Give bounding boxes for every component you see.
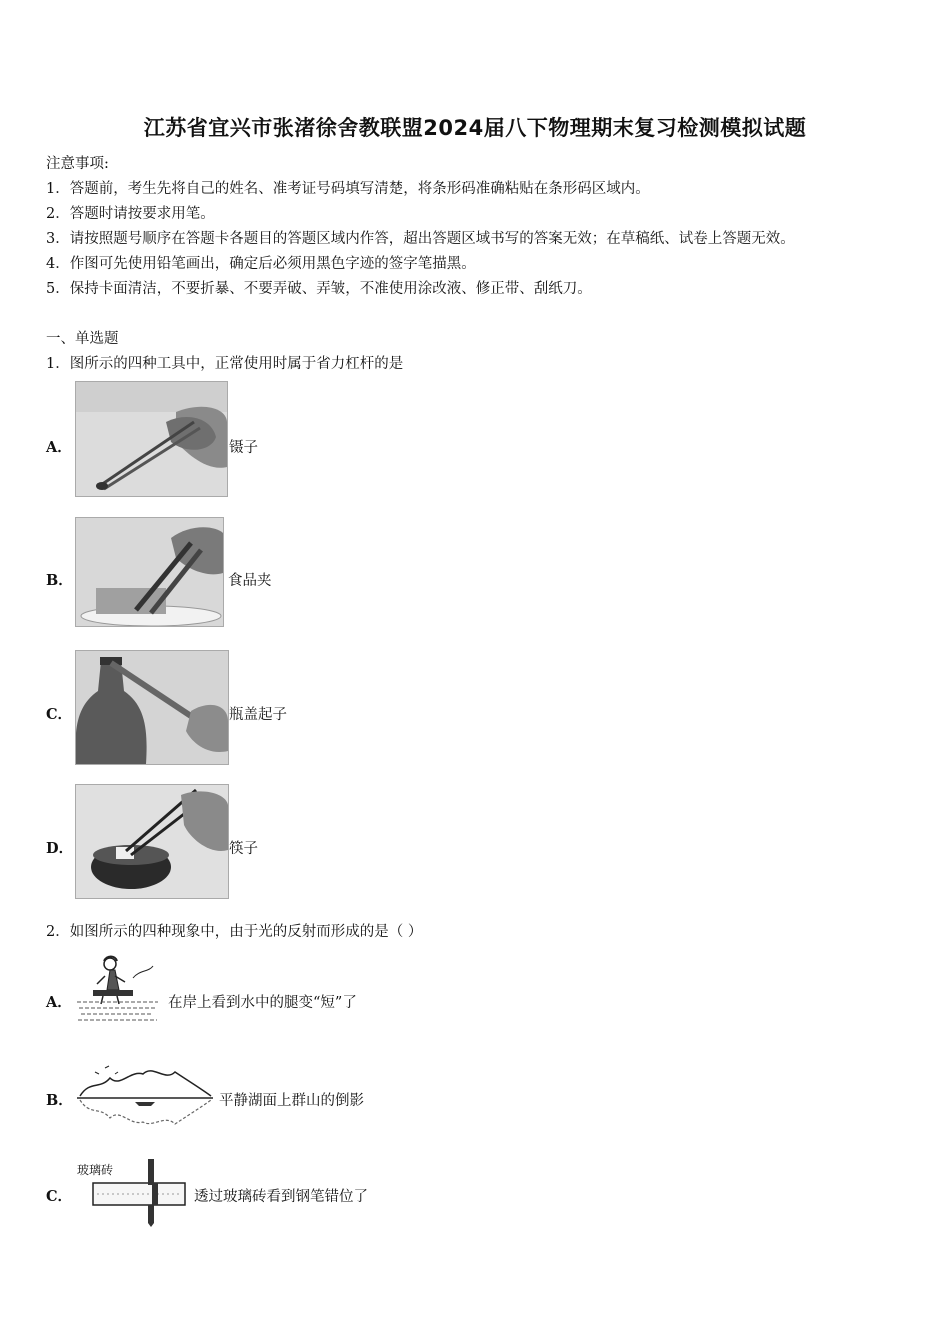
notice-item-5: 5．保持卡面清洁，不要折暴、不要弄破、弄皱，不准使用涂改液、修正带、刮纸刀。: [46, 281, 592, 297]
page-title: 江苏省宜兴市张渚徐舍教联盟2024届八下物理期末复习检测模拟试题: [143, 116, 807, 140]
q1-option-b-letter: B．: [46, 572, 73, 589]
q1-option-b-text: 食品夹: [228, 573, 272, 589]
q1-option-a-letter: A．: [46, 439, 72, 456]
q2-option-b-letter: B．: [46, 1092, 73, 1109]
chopsticks-photo: [75, 784, 229, 899]
q2-option-c-text: 透过玻璃砖看到钢笔错位了: [194, 1189, 368, 1205]
question-2-stem: 2．如图所示的四种现象中，由于光的反射而形成的是（ ）: [46, 924, 423, 940]
q2-option-b-text: 平静湖面上群山的倒影: [219, 1093, 364, 1109]
notice-item-1: 1．答题前，考生先将自己的姓名、准考证号码填写清楚，将条形码准确粘贴在条形码区域内。: [46, 181, 650, 197]
q1-option-c-letter: C．: [46, 706, 73, 723]
q1-option-a-text: 镊子: [229, 440, 258, 456]
bottle-opener-photo: [75, 650, 229, 765]
notice-item-2: 2．答题时请按要求用笔。: [46, 206, 215, 222]
notice-item-4: 4．作图可先使用铅笔画出，确定后必须用黑色字迹的签字笔描黑。: [46, 256, 476, 272]
question-1-stem: 1．图所示的四种工具中，正常使用时属于省力杠杆的是: [46, 356, 404, 372]
tweezers-photo: [75, 381, 228, 497]
q1-option-d-text: 筷子: [229, 841, 258, 857]
notice-heading: 注意事项:: [46, 156, 109, 172]
glass-brick-pen-sketch: [75, 1155, 195, 1227]
food-tongs-photo: [75, 517, 224, 627]
mountain-reflection-sketch: [75, 1060, 215, 1128]
section-heading: 一、单选题: [46, 331, 119, 347]
q1-option-c-text: 瓶盖起子: [229, 707, 287, 723]
legs-in-water-sketch: [75, 952, 160, 1027]
notice-item-3: 3．请按照题号顺序在答题卡各题目的答题区域内作答，超出答题区域书写的答案无效；在草稿纸、试卷上答题无效。: [46, 231, 795, 247]
q2-option-c-letter: C．: [46, 1188, 73, 1205]
q2-option-a-letter: A．: [46, 994, 72, 1011]
q2-option-a-text: 在岸上看到水中的腿变“短”了: [168, 995, 357, 1011]
glass-brick-label: 玻璃砖: [77, 1163, 114, 1177]
q1-option-d-letter: D．: [46, 840, 74, 857]
